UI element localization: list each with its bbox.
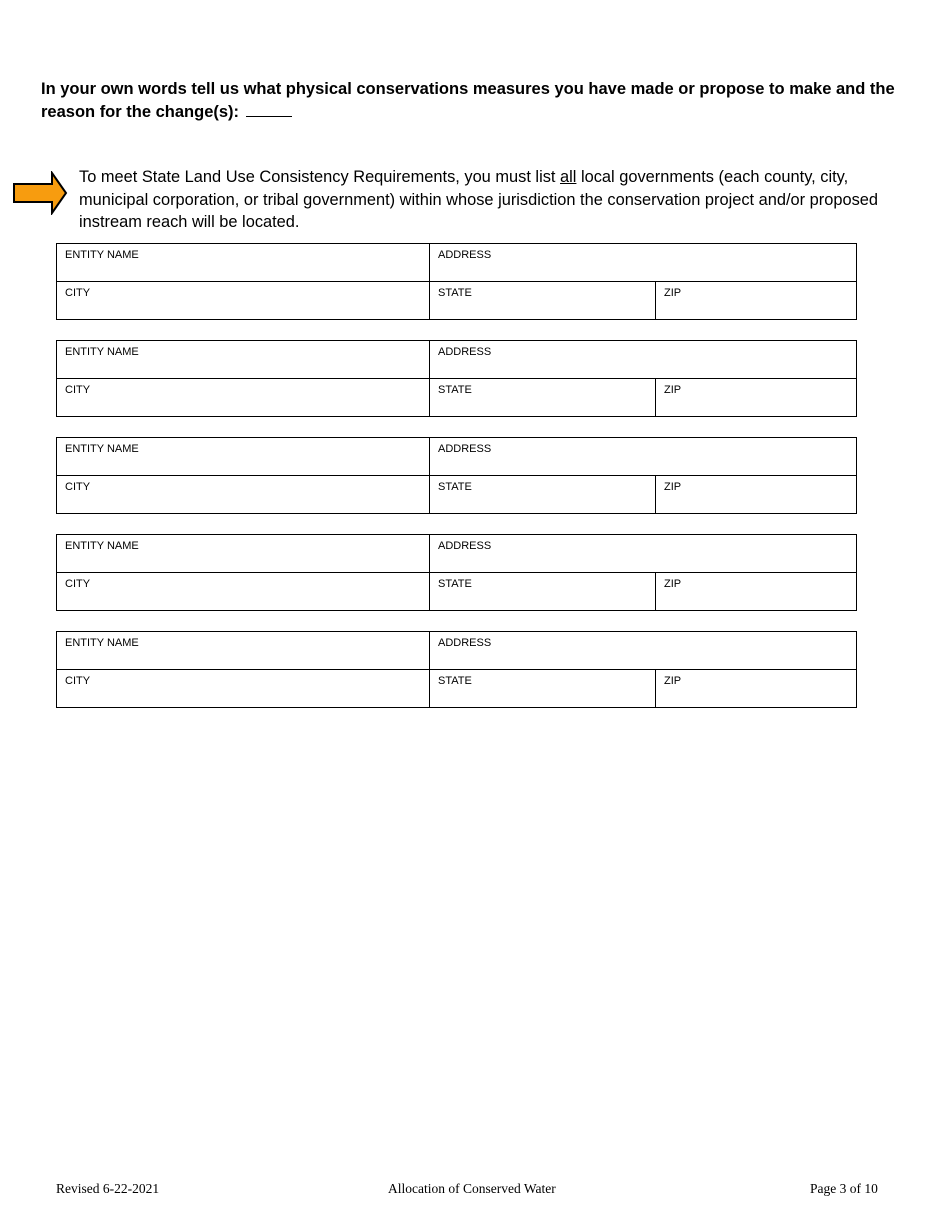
answer-blank[interactable] xyxy=(246,101,292,117)
entity-name-field[interactable]: ENTITY NAME xyxy=(57,244,430,282)
entity-name-field[interactable]: ENTITY NAME xyxy=(57,341,430,379)
zip-field[interactable]: ZIP xyxy=(656,476,857,514)
entity-table xyxy=(56,534,857,611)
state-field[interactable]: STATE xyxy=(430,282,656,320)
zip-field[interactable]: ZIP xyxy=(656,379,857,417)
footer-page-number: Page 3 of 10 xyxy=(810,1181,878,1196)
address-field[interactable]: ADDRESS xyxy=(430,341,857,379)
footer-revised-date: Revised 6-22-2021 xyxy=(56,1181,160,1196)
entity-table xyxy=(56,243,857,320)
land-use-notice: To meet State Land Use Consistency Requirements, you must list all local governments (each county, city, municipal corporation, or tribal government) within whose jurisdiction the conservation project and/or proposed instream reach will be located. xyxy=(79,168,879,231)
entity-name-field[interactable]: ENTITY NAME xyxy=(57,632,430,670)
state-field[interactable]: STATE xyxy=(430,670,656,708)
entity-table xyxy=(56,340,857,417)
address-field[interactable]: ADDRESS xyxy=(430,438,857,476)
state-field[interactable]: STATE xyxy=(430,476,656,514)
city-field[interactable]: CITY xyxy=(57,476,430,514)
entity-name-field[interactable]: ENTITY NAME xyxy=(57,438,430,476)
notice-emphasis: all xyxy=(560,168,577,186)
address-field[interactable]: ADDRESS xyxy=(430,244,857,282)
entity-table xyxy=(56,437,857,514)
address-field[interactable]: ADDRESS xyxy=(430,535,857,573)
state-field[interactable]: STATE xyxy=(430,379,656,417)
footer-document-title: Allocation of Conserved Water xyxy=(388,1181,556,1196)
city-field[interactable]: CITY xyxy=(57,379,430,417)
state-field[interactable]: STATE xyxy=(430,573,656,611)
zip-field[interactable]: ZIP xyxy=(656,670,857,708)
city-field[interactable]: CITY xyxy=(57,670,430,708)
zip-field[interactable]: ZIP xyxy=(656,282,857,320)
entity-table xyxy=(56,631,857,708)
entity-name-field[interactable]: ENTITY NAME xyxy=(57,535,430,573)
conservation-question-text: In your own words tell us what physical conservations measures you have made or propose to make and the reason for the change(s): xyxy=(41,80,895,121)
city-field[interactable]: CITY xyxy=(57,573,430,611)
orange-arrow-icon xyxy=(12,171,68,215)
conservation-question xyxy=(41,78,901,124)
zip-field[interactable]: ZIP xyxy=(656,573,857,611)
address-field[interactable]: ADDRESS xyxy=(430,632,857,670)
city-field[interactable]: CITY xyxy=(57,282,430,320)
